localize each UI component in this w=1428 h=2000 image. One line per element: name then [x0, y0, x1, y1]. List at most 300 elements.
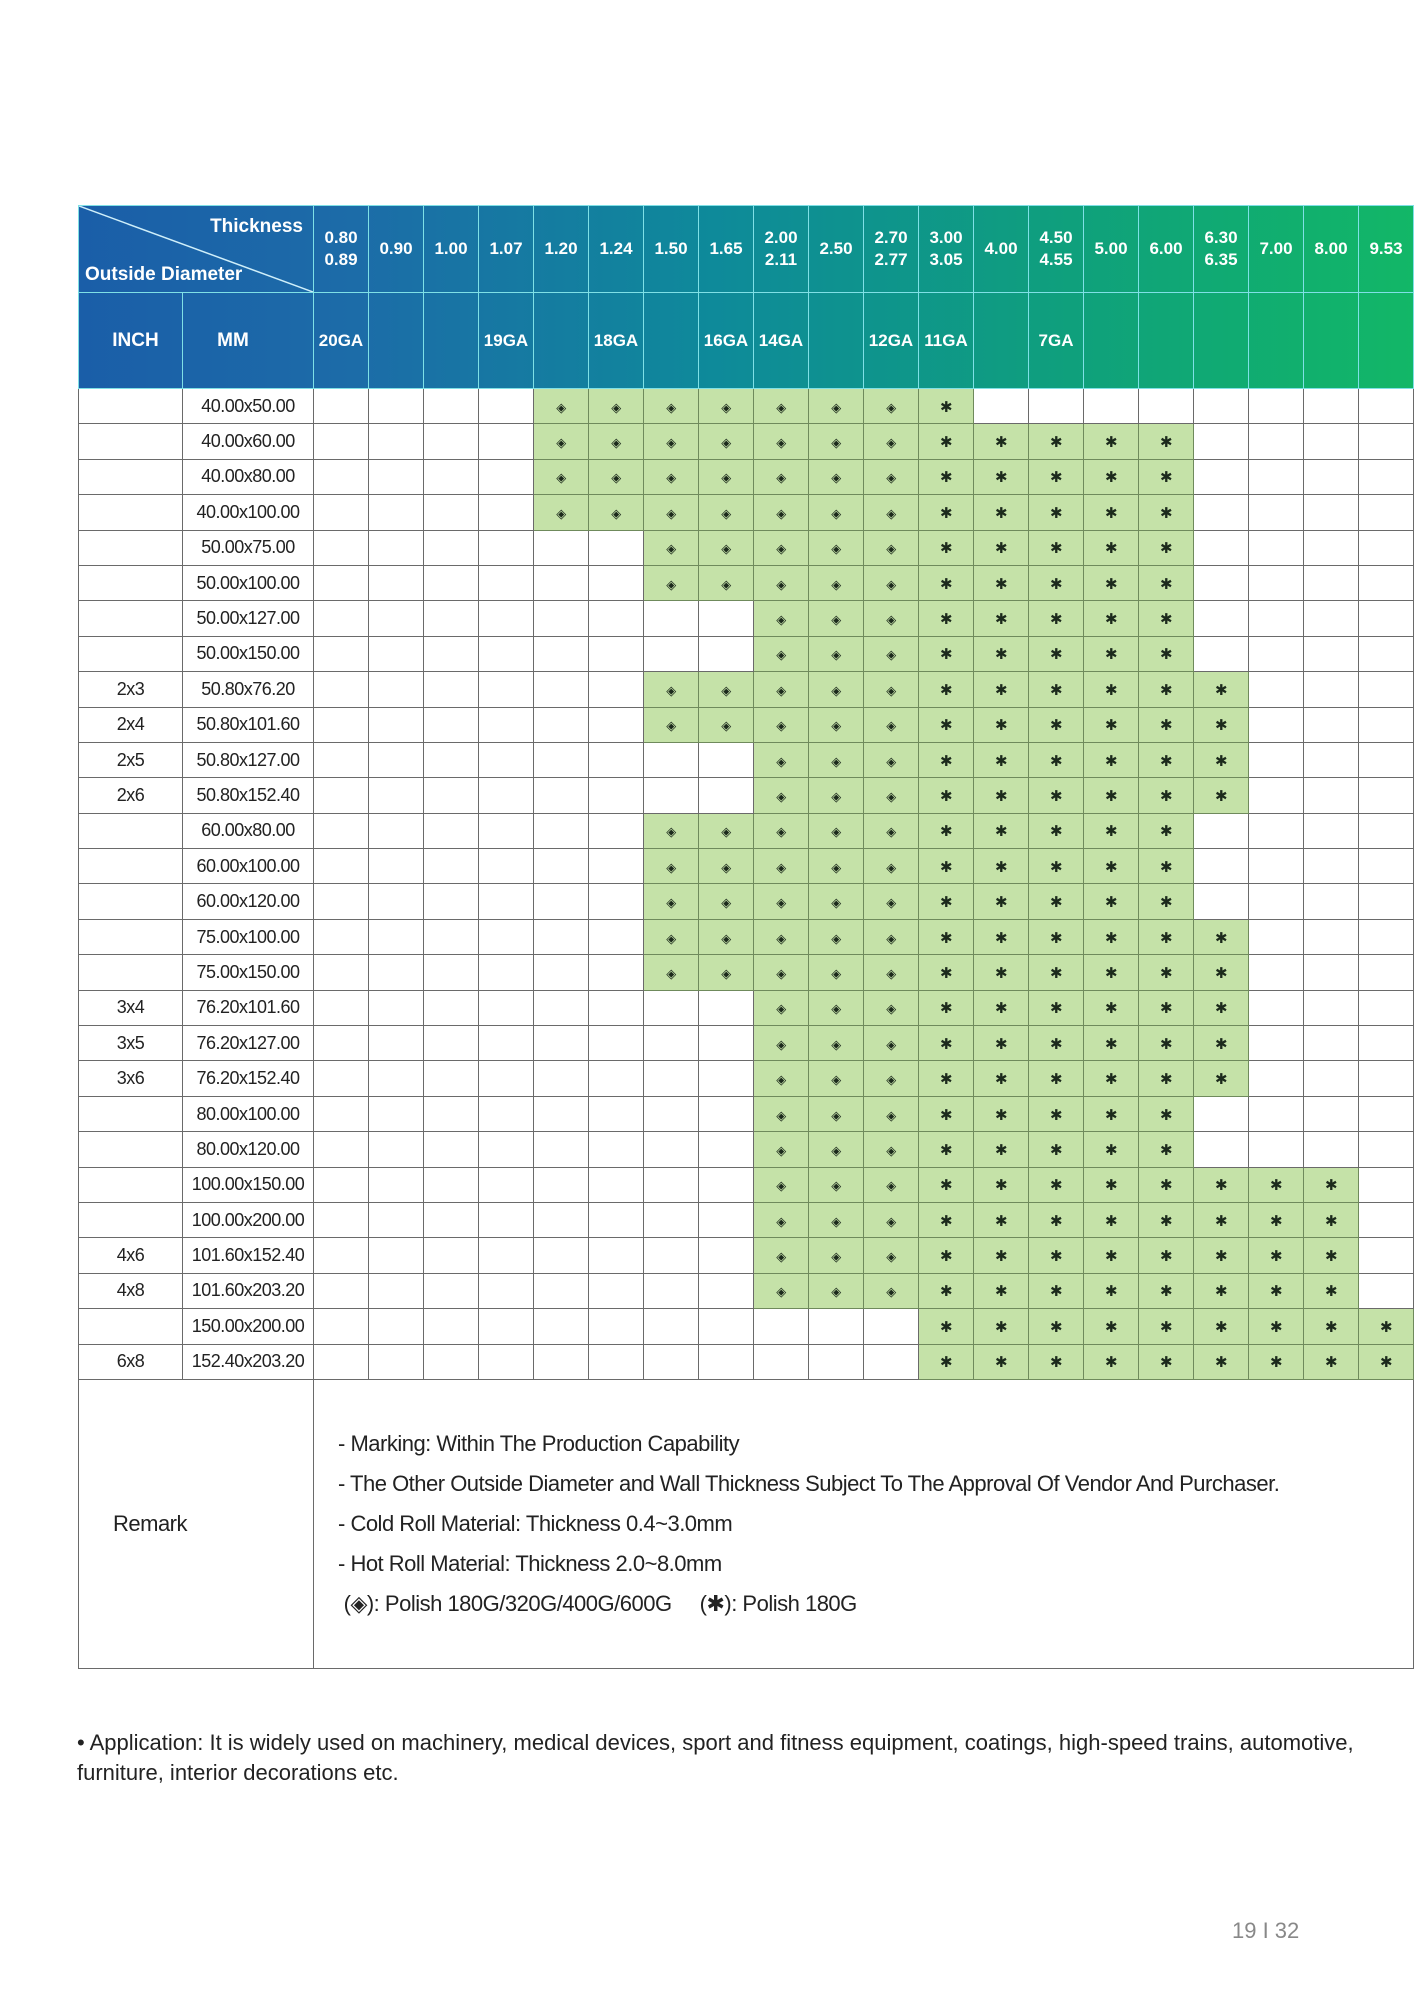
empty-cell [369, 1238, 424, 1273]
empty-cell [479, 849, 534, 884]
star-polish-icon: ✱ [939, 1248, 953, 1266]
available-cell [864, 672, 919, 707]
diamond-polish-icon: ◈ [776, 647, 786, 663]
star-polish-icon: ✱ [939, 646, 953, 664]
available-cell [809, 565, 864, 600]
star-polish-icon: ✱ [1104, 646, 1118, 664]
diamond-polish-icon: ◈ [831, 1072, 841, 1088]
star-polish-icon: ✱ [994, 540, 1008, 558]
empty-cell [314, 1344, 369, 1379]
empty-cell [1304, 1061, 1359, 1096]
diamond-polish-icon: ◈ [776, 682, 786, 698]
empty-cell [699, 636, 754, 671]
diamond-polish-icon: ◈ [831, 1249, 841, 1265]
star-polish-icon: ✱ [1049, 1071, 1063, 1089]
mm-size-cell: 152.40x203.20 [183, 1344, 314, 1379]
thickness-value: 3.00 [929, 228, 963, 247]
diamond-polish-icon: ◈ [666, 435, 676, 451]
thickness-column-header [424, 206, 479, 293]
star-polish-icon: ✱ [1324, 1354, 1338, 1372]
diamond-polish-icon: ◈ [831, 399, 841, 415]
table-row [79, 636, 1414, 671]
empty-cell [534, 1026, 589, 1061]
available-cell [974, 495, 1029, 530]
available-cell [1084, 919, 1139, 954]
empty-cell [479, 424, 534, 459]
diamond-polish-icon: ◈ [666, 895, 676, 911]
empty-cell [1249, 565, 1304, 600]
diamond-polish-icon: ◈ [886, 505, 896, 521]
inch-size-cell [79, 1132, 183, 1167]
star-polish-icon: ✱ [994, 504, 1008, 522]
empty-cell [369, 1273, 424, 1308]
empty-cell [314, 707, 369, 742]
star-polish-icon: ✱ [994, 787, 1008, 805]
star-polish-icon: ✱ [994, 1177, 1008, 1195]
gauge-label [534, 293, 589, 389]
mm-size-cell: 40.00x50.00 [183, 389, 314, 424]
empty-cell [534, 955, 589, 990]
empty-cell [369, 849, 424, 884]
empty-cell [644, 990, 699, 1025]
available-cell [589, 495, 644, 530]
diamond-polish-icon: ◈ [776, 824, 786, 840]
available-cell [809, 813, 864, 848]
available-cell [1139, 1132, 1194, 1167]
star-polish-icon: ✱ [994, 964, 1008, 982]
empty-cell [699, 778, 754, 813]
star-polish-icon: ✱ [1104, 894, 1118, 912]
mm-size-cell: 150.00x200.00 [183, 1309, 314, 1344]
thickness-column-header [314, 206, 369, 293]
star-polish-icon: ✱ [1324, 1283, 1338, 1301]
empty-cell [1304, 636, 1359, 671]
empty-cell [1249, 955, 1304, 990]
diamond-polish-icon: ◈ [776, 576, 786, 592]
empty-cell [1194, 884, 1249, 919]
diamond-polish-icon: ◈ [831, 788, 841, 804]
empty-cell [369, 919, 424, 954]
star-polish-icon: ✱ [994, 1000, 1008, 1018]
available-cell [864, 1026, 919, 1061]
diamond-polish-icon: ◈ [721, 576, 731, 592]
empty-cell [534, 919, 589, 954]
empty-cell [479, 1132, 534, 1167]
available-cell [919, 884, 974, 919]
empty-cell [699, 742, 754, 777]
empty-cell [589, 1132, 644, 1167]
diamond-polish-icon: ◈ [666, 399, 676, 415]
empty-cell [479, 1026, 534, 1061]
empty-cell [1249, 389, 1304, 424]
star-polish-icon: ✱ [1159, 1354, 1173, 1372]
star-polish-icon: ✱ [994, 823, 1008, 841]
diamond-polish-icon: ◈ [721, 824, 731, 840]
star-polish-icon: ✱ [1049, 469, 1063, 487]
empty-cell [589, 1061, 644, 1096]
available-cell [864, 459, 919, 494]
thickness-column-header [1304, 206, 1359, 293]
available-cell [1194, 1026, 1249, 1061]
table-row [79, 884, 1414, 919]
star-polish-icon: ✱ [994, 1354, 1008, 1372]
star-polish-icon: ✱ [1104, 1141, 1118, 1159]
star-polish-icon: ✱ [1214, 1071, 1228, 1089]
available-cell [809, 1202, 864, 1237]
empty-cell [369, 565, 424, 600]
star-polish-icon: ✱ [1159, 929, 1173, 947]
empty-cell [314, 990, 369, 1025]
star-polish-icon: ✱ [1104, 575, 1118, 593]
diamond-polish-icon: ◈ [721, 965, 731, 981]
diamond-polish-icon: ◈ [776, 505, 786, 521]
available-cell [919, 565, 974, 600]
star-polish-icon: ✱ [1159, 1106, 1173, 1124]
star-polish-icon: ✱ [1214, 929, 1228, 947]
available-cell [809, 424, 864, 459]
available-cell [1029, 1096, 1084, 1131]
empty-cell [424, 424, 479, 459]
available-cell [1029, 778, 1084, 813]
available-cell [644, 955, 699, 990]
available-cell [809, 389, 864, 424]
empty-cell [589, 565, 644, 600]
empty-cell [479, 778, 534, 813]
available-cell [1139, 1096, 1194, 1131]
empty-cell [699, 990, 754, 1025]
thickness-value: 7.00 [1259, 239, 1293, 258]
empty-cell [534, 849, 589, 884]
diamond-polish-icon: ◈ [886, 576, 896, 592]
empty-cell [1304, 919, 1359, 954]
empty-cell [314, 459, 369, 494]
diamond-polish-icon: ◈ [776, 1072, 786, 1088]
gauge-label: 19GA [479, 293, 534, 389]
available-cell [809, 990, 864, 1025]
available-cell [919, 601, 974, 636]
empty-cell [314, 601, 369, 636]
table-row [79, 424, 1414, 459]
available-cell [1139, 495, 1194, 530]
empty-cell [424, 459, 479, 494]
thickness-value: 6.30 [1204, 228, 1238, 247]
available-cell [644, 813, 699, 848]
diamond-polish-icon: ◈ [831, 718, 841, 734]
empty-cell [479, 495, 534, 530]
available-cell [1359, 1344, 1414, 1379]
empty-cell [589, 1273, 644, 1308]
available-cell [809, 672, 864, 707]
empty-cell [699, 1167, 754, 1202]
star-polish-icon: ✱ [1049, 1177, 1063, 1195]
available-cell [1029, 1202, 1084, 1237]
empty-cell [534, 672, 589, 707]
available-cell [534, 389, 589, 424]
star-polish-icon: ✱ [939, 858, 953, 876]
empty-cell [534, 742, 589, 777]
empty-cell [1359, 849, 1414, 884]
star-polish-icon: ✱ [1104, 787, 1118, 805]
available-cell [1084, 1344, 1139, 1379]
star-polish-icon: ✱ [1159, 1071, 1173, 1089]
empty-cell [1304, 1026, 1359, 1061]
available-cell [974, 672, 1029, 707]
diamond-polish-icon: ◈ [886, 1036, 896, 1052]
empty-cell [314, 778, 369, 813]
star-polish-icon: ✱ [1379, 1318, 1393, 1336]
empty-cell [314, 919, 369, 954]
empty-cell [314, 884, 369, 919]
table-row [79, 1202, 1414, 1237]
star-polish-icon: ✱ [1269, 1318, 1283, 1336]
empty-cell [1359, 813, 1414, 848]
mm-size-cell: 40.00x60.00 [183, 424, 314, 459]
star-polish-icon: ✱ [1159, 469, 1173, 487]
available-cell [1029, 1273, 1084, 1308]
star-polish-icon: ✱ [994, 1283, 1008, 1301]
available-cell [974, 813, 1029, 848]
available-cell [1029, 919, 1084, 954]
empty-cell [864, 1344, 919, 1379]
available-cell [919, 742, 974, 777]
available-cell [864, 1132, 919, 1167]
thickness-value: 2.50 [819, 239, 853, 258]
empty-cell [1304, 389, 1359, 424]
empty-cell [534, 813, 589, 848]
available-cell [1194, 990, 1249, 1025]
table-row [79, 990, 1414, 1025]
empty-cell [1304, 424, 1359, 459]
empty-cell [1194, 849, 1249, 884]
available-cell [864, 742, 919, 777]
table-row [79, 601, 1414, 636]
empty-cell [479, 1096, 534, 1131]
available-cell [919, 955, 974, 990]
available-cell [1194, 1273, 1249, 1308]
star-polish-icon: ✱ [1104, 504, 1118, 522]
diamond-polish-icon: ◈ [886, 1284, 896, 1300]
available-cell [1139, 707, 1194, 742]
empty-cell [1359, 919, 1414, 954]
thickness-column-header [919, 206, 974, 293]
empty-cell [1194, 813, 1249, 848]
remark-line: - The Other Outside Diameter and Wall Thickness Subject To The Approval Of Vendor And Purchaser. [338, 1470, 1280, 1496]
available-cell [1139, 919, 1194, 954]
mm-size-cell: 50.00x127.00 [183, 601, 314, 636]
star-polish-icon: ✱ [1214, 1177, 1228, 1195]
available-cell [974, 707, 1029, 742]
available-cell [1084, 601, 1139, 636]
star-polish-icon: ✱ [1049, 1283, 1063, 1301]
star-polish-icon: ✱ [939, 1177, 953, 1195]
star-polish-icon: ✱ [1104, 681, 1118, 699]
available-cell [1029, 849, 1084, 884]
inch-size-cell [79, 1096, 183, 1131]
table-row [79, 742, 1414, 777]
empty-cell [644, 742, 699, 777]
empty-cell [424, 1132, 479, 1167]
empty-cell [424, 1167, 479, 1202]
mm-size-cell: 50.80x76.20 [183, 672, 314, 707]
diamond-polish-icon: ◈ [886, 824, 896, 840]
empty-cell [1194, 1096, 1249, 1131]
available-cell [809, 636, 864, 671]
diamond-polish-icon: ◈ [886, 541, 896, 557]
diamond-polish-icon: ◈ [886, 1178, 896, 1194]
available-cell [754, 1132, 809, 1167]
star-polish-icon: ✱ [1159, 434, 1173, 452]
diamond-polish-icon: ◈ [666, 718, 676, 734]
available-cell [974, 1238, 1029, 1273]
available-cell [974, 884, 1029, 919]
available-cell [754, 1238, 809, 1273]
empty-cell [1194, 601, 1249, 636]
available-cell [1084, 495, 1139, 530]
available-cell [534, 459, 589, 494]
size-thickness-table [78, 205, 1414, 1669]
empty-cell [589, 990, 644, 1025]
diamond-polish-icon: ◈ [776, 1284, 786, 1300]
empty-cell [589, 1202, 644, 1237]
available-cell [1194, 1344, 1249, 1379]
gauge-label: 11GA [919, 293, 974, 389]
star-polish-icon: ✱ [939, 575, 953, 593]
empty-cell [369, 424, 424, 459]
thickness-column-header [1194, 206, 1249, 293]
star-polish-icon: ✱ [1214, 1283, 1228, 1301]
available-cell [1084, 813, 1139, 848]
empty-cell [1194, 424, 1249, 459]
available-cell [919, 636, 974, 671]
available-cell [1194, 1061, 1249, 1096]
star-polish-icon: ✱ [994, 575, 1008, 593]
available-cell [1194, 955, 1249, 990]
available-cell [699, 707, 754, 742]
inch-size-cell [79, 813, 183, 848]
table-row [79, 707, 1414, 742]
empty-cell [1194, 389, 1249, 424]
available-cell [1029, 601, 1084, 636]
star-polish-icon: ✱ [994, 434, 1008, 452]
diamond-polish-icon: ◈ [721, 930, 731, 946]
available-cell [974, 459, 1029, 494]
diamond-polish-icon: ◈ [721, 435, 731, 451]
empty-cell [1249, 1061, 1304, 1096]
inch-size-cell: 2x5 [79, 742, 183, 777]
empty-cell [1194, 636, 1249, 671]
inch-size-cell [79, 565, 183, 600]
mm-size-cell: 40.00x80.00 [183, 459, 314, 494]
empty-cell [1249, 636, 1304, 671]
star-polish-icon: ✱ [1049, 929, 1063, 947]
available-cell [974, 636, 1029, 671]
diamond-polish-icon: ◈ [721, 718, 731, 734]
inch-header: INCH [79, 293, 183, 389]
empty-cell [424, 919, 479, 954]
star-polish-icon: ✱ [1214, 1035, 1228, 1053]
empty-cell [314, 1202, 369, 1237]
star-polish-icon: ✱ [1159, 1000, 1173, 1018]
empty-cell [424, 495, 479, 530]
star-polish-icon: ✱ [994, 1141, 1008, 1159]
empty-cell [1249, 530, 1304, 565]
empty-cell [1359, 672, 1414, 707]
empty-cell [1249, 884, 1304, 919]
diamond-polish-icon: ◈ [831, 541, 841, 557]
star-polish-icon: ✱ [1214, 964, 1228, 982]
empty-cell [1304, 1096, 1359, 1131]
thickness-value: 2.70 [874, 228, 908, 247]
available-cell [1139, 1309, 1194, 1344]
star-polish-icon: ✱ [1049, 717, 1063, 735]
star-polish-icon: ✱ [994, 611, 1008, 629]
star-polish-icon: ✱ [1159, 646, 1173, 664]
diamond-polish-icon: ◈ [776, 1036, 786, 1052]
empty-cell [369, 1167, 424, 1202]
empty-cell [1249, 707, 1304, 742]
available-cell [1084, 1273, 1139, 1308]
inch-size-cell [79, 919, 183, 954]
available-cell [974, 530, 1029, 565]
available-cell [974, 601, 1029, 636]
available-cell [864, 495, 919, 530]
inch-size-cell [79, 530, 183, 565]
empty-cell [314, 1238, 369, 1273]
available-cell [1249, 1309, 1304, 1344]
star-polish-icon: ✱ [1104, 752, 1118, 770]
star-polish-icon: ✱ [1159, 1177, 1173, 1195]
empty-cell [369, 1344, 424, 1379]
gauge-label [1304, 293, 1359, 389]
empty-cell [699, 1202, 754, 1237]
diamond-polish-icon: ◈ [886, 1072, 896, 1088]
outside-diameter-label: Outside Diameter [85, 264, 243, 285]
star-polish-icon: ✱ [1214, 717, 1228, 735]
star-polish-icon: ✱ [939, 1071, 953, 1089]
star-polish-icon: ✱ [1049, 575, 1063, 593]
empty-cell [314, 1061, 369, 1096]
empty-cell [424, 884, 479, 919]
star-polish-icon: ✱ [1104, 1318, 1118, 1336]
empty-cell [534, 1238, 589, 1273]
thickness-value: 1.65 [709, 239, 743, 258]
thickness-value: 4.50 [1039, 228, 1073, 247]
available-cell [974, 849, 1029, 884]
available-cell [809, 919, 864, 954]
available-cell [1084, 636, 1139, 671]
empty-cell [589, 919, 644, 954]
empty-cell [424, 389, 479, 424]
available-cell [1139, 565, 1194, 600]
available-cell [1249, 1344, 1304, 1379]
diamond-polish-icon: ◈ [776, 930, 786, 946]
available-cell [919, 389, 974, 424]
available-cell [919, 459, 974, 494]
star-polish-icon: ✱ [1104, 469, 1118, 487]
available-cell [1029, 1026, 1084, 1061]
available-cell [1139, 955, 1194, 990]
available-cell [1084, 1132, 1139, 1167]
mm-size-cell: 80.00x120.00 [183, 1132, 314, 1167]
star-polish-icon: ✱ [1269, 1283, 1283, 1301]
inch-size-cell [79, 1202, 183, 1237]
empty-cell [1359, 565, 1414, 600]
empty-cell [534, 530, 589, 565]
available-cell [1139, 672, 1194, 707]
empty-cell [589, 1167, 644, 1202]
available-cell [1139, 849, 1194, 884]
star-polish-icon: ✱ [1159, 1318, 1173, 1336]
